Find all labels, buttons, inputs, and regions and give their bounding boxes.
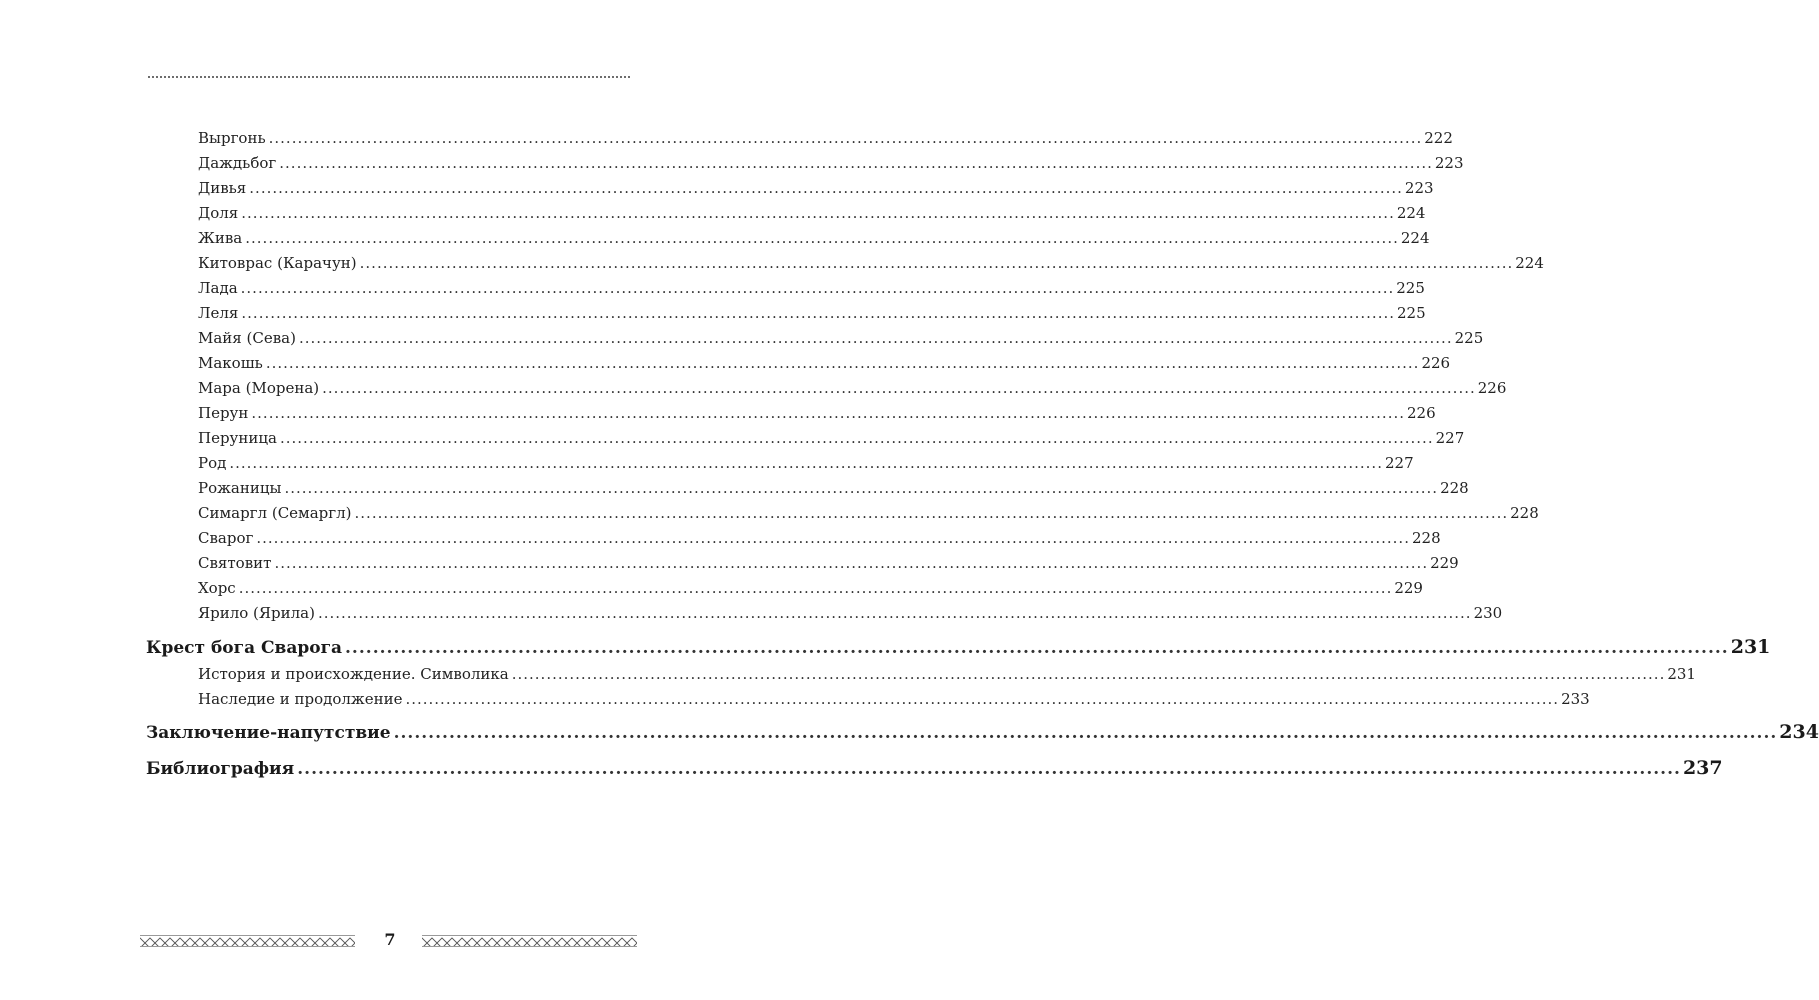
toc-section[interactable]	[146, 632, 1771, 662]
ornament-border-left	[140, 935, 355, 947]
toc-entry-page: 228	[1440, 479, 1469, 497]
toc-section-page: 234	[1779, 721, 1819, 743]
dot-leader: ........................................................................................................................................................................................................	[245, 229, 1399, 247]
toc-entry[interactable]	[198, 176, 1434, 201]
toc-entry-page: 227	[1435, 429, 1465, 447]
toc-section[interactable]	[146, 717, 1819, 747]
dot-leader: ........................................................................................................................................................................................................	[241, 204, 1395, 222]
toc-entry[interactable]	[198, 662, 1696, 687]
toc-entry-page: 227	[1384, 454, 1414, 472]
toc-entry[interactable]	[198, 226, 1430, 251]
toc-entry-page: 230	[1473, 604, 1503, 622]
dot-leader: ........................................................................................................................................................................................................	[265, 354, 1420, 372]
toc-entry-title: Мара (Морена)	[198, 379, 320, 397]
toc-entry-page: 226	[1477, 379, 1507, 397]
toc-entry[interactable]	[198, 326, 1484, 351]
toc-entry[interactable]	[198, 351, 1451, 376]
toc-entry[interactable]	[198, 201, 1426, 226]
toc-entry-page: 226	[1421, 354, 1451, 372]
dot-leader: ........................................................................................................................................................................................................	[238, 579, 1393, 597]
toc-entry-title: Перун	[198, 404, 249, 422]
toc-entry-title: Дивья	[198, 179, 247, 197]
toc-entry-title: Рожаницы	[198, 479, 282, 497]
toc-entry-page: 224	[1400, 229, 1430, 247]
dot-leader: ........................................................................................................................................................................................................	[268, 129, 1423, 147]
toc-entry-title: Лада	[198, 279, 238, 297]
toc-entry-title: Даждьбог	[198, 154, 277, 172]
toc-entry[interactable]	[198, 301, 1426, 326]
toc-section-page: 231	[1730, 636, 1771, 658]
toc-section-page: 237	[1682, 757, 1723, 779]
toc-entry-page: 226	[1407, 404, 1436, 422]
toc-entry-page: 233	[1561, 690, 1590, 708]
toc-entry-page: 225	[1397, 304, 1426, 322]
toc-entry-title: История и происхождение. Символика	[198, 665, 509, 683]
toc-entry-page: 224	[1515, 254, 1544, 272]
dot-leader: ........................................................................................................................................................................................................	[297, 759, 1681, 779]
dot-leader: ........................................................................................................................................................................................................	[274, 554, 1429, 572]
toc-entry[interactable]	[198, 426, 1465, 451]
dot-leader: ........................................................................................................................................................................................................	[241, 304, 1396, 322]
toc-entry-title: Майя (Сева)	[198, 329, 296, 347]
toc-entry[interactable]	[198, 451, 1414, 476]
toc-section-title: Крест бога Сварога	[146, 638, 343, 658]
toc-entry-page: 229	[1394, 579, 1423, 597]
toc-entry-page: 222	[1424, 129, 1453, 147]
toc-entry-title: Ярило (Ярила)	[198, 604, 315, 622]
dot-leader: ........................................................................................................................................................................................................	[345, 638, 1729, 658]
toc-entry[interactable]	[198, 501, 1539, 526]
toc-entry[interactable]	[198, 276, 1425, 301]
toc-entry-page: 223	[1434, 154, 1464, 172]
toc-entry-title: Хорс	[198, 579, 236, 597]
toc-entry-page: 224	[1396, 204, 1426, 222]
toc-entry-page: 229	[1430, 554, 1459, 572]
toc-entry-page: 225	[1396, 279, 1425, 297]
toc-entry-title: Наследие и продолжение	[198, 690, 403, 708]
dot-leader: ........................................................................................................................................................................................................	[317, 604, 1472, 622]
dot-leader: ........................................................................................................................................................................................................	[405, 690, 1560, 708]
toc-entry[interactable]	[198, 576, 1423, 601]
toc-entry-page: 223	[1404, 179, 1434, 197]
toc-entry[interactable]	[198, 526, 1441, 551]
toc-entry-title: Перуница	[198, 429, 277, 447]
dot-leader: ........................................................................................................................................................................................................	[240, 279, 1395, 297]
dot-leader: ........................................................................................................................................................................................................	[359, 254, 1514, 272]
ornament-border-right	[422, 935, 637, 947]
toc-entry-title: Святовит	[198, 554, 272, 572]
page-footer	[140, 930, 640, 950]
dot-leader: ........................................................................................................................................................................................................	[354, 504, 1509, 522]
dot-leader: ........................................................................................................................................................................................................	[251, 404, 1406, 422]
dot-leader: ........................................................................................................................................................................................................	[249, 179, 1403, 197]
toc-entry-title: Род	[198, 454, 227, 472]
toc-entry-page: 231	[1667, 665, 1696, 683]
toc-entry-title: Жива	[198, 229, 243, 247]
toc-entry-page: 225	[1454, 329, 1484, 347]
toc-entry-title: Выргонь	[198, 129, 266, 147]
toc-entry[interactable]	[198, 476, 1469, 501]
dot-leader: ........................................................................................................................................................................................................	[511, 665, 1666, 683]
dot-leader: ........................................................................................................................................................................................................	[393, 723, 1778, 743]
toc-entry[interactable]	[198, 376, 1507, 401]
toc-entry[interactable]	[198, 251, 1544, 276]
toc-section[interactable]	[146, 753, 1723, 783]
page-number: 7	[384, 930, 396, 949]
dot-leader: ........................................................................................................................................................................................................	[279, 154, 1433, 172]
toc-entry-title: Китоврас (Карачун)	[198, 254, 357, 272]
top-dotted-rule	[147, 75, 631, 79]
toc-entry-title: Макошь	[198, 354, 263, 372]
toc-entry[interactable]	[198, 126, 1453, 151]
toc-entry[interactable]	[198, 151, 1464, 176]
toc-entry-title: Доля	[198, 204, 239, 222]
toc-entry-title: Симаргл (Семаргл)	[198, 504, 352, 522]
dot-leader: ........................................................................................................................................................................................................	[229, 454, 1383, 472]
dot-leader: ........................................................................................................................................................................................................	[284, 479, 1439, 497]
toc-section-title: Библиография	[146, 759, 295, 779]
dot-leader: ........................................................................................................................................................................................................	[256, 529, 1410, 547]
toc-entry[interactable]	[198, 601, 1503, 626]
dot-leader: ........................................................................................................................................................................................................	[322, 379, 1476, 397]
toc-entry[interactable]	[198, 401, 1436, 426]
toc-section-title: Заключение-напутствие	[146, 723, 391, 743]
toc-entry-title: Леля	[198, 304, 239, 322]
toc-entry[interactable]	[198, 551, 1459, 576]
toc-entry-title: Сварог	[198, 529, 254, 547]
dot-leader: ........................................................................................................................................................................................................	[298, 329, 1453, 347]
toc-entry-page: 228	[1411, 529, 1441, 547]
toc-entry[interactable]	[198, 687, 1590, 712]
dot-leader: ........................................................................................................................................................................................................	[279, 429, 1434, 447]
toc-entry-page: 228	[1510, 504, 1539, 522]
